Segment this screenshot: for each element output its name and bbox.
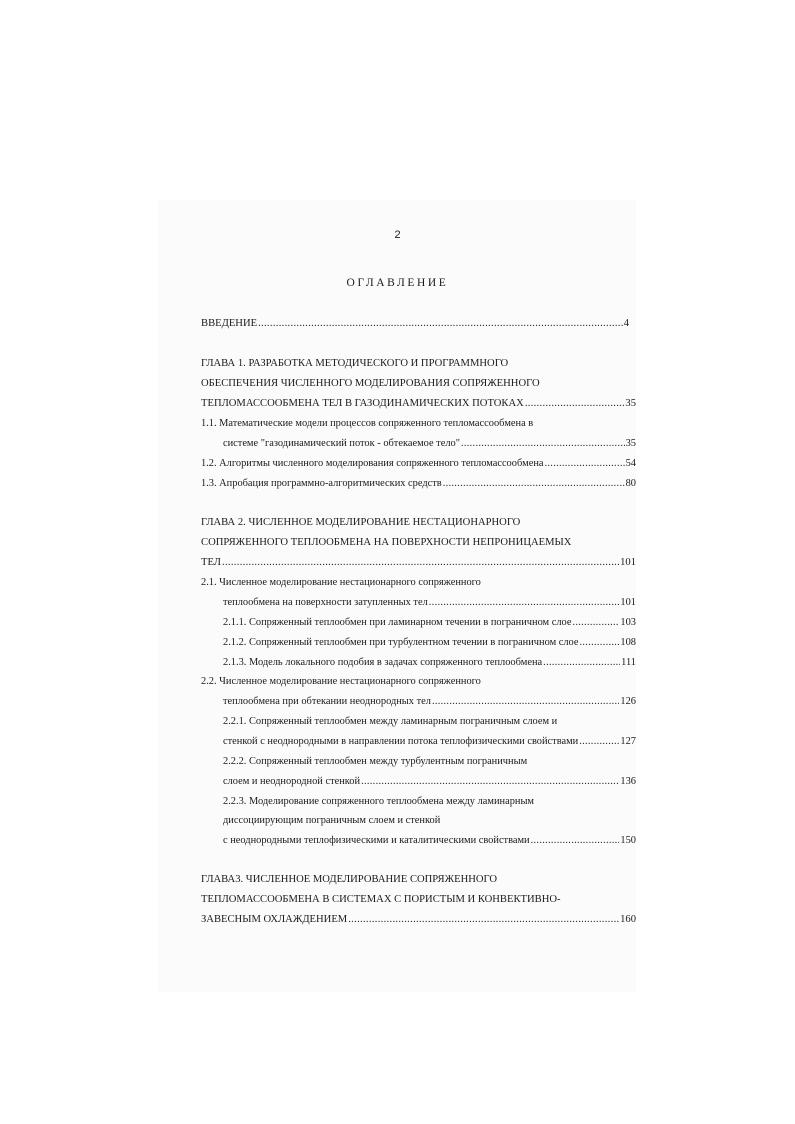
leader-dots xyxy=(580,636,620,650)
leader-dots xyxy=(348,913,619,927)
entry-title: ЗАВЕСНЫМ ОХЛАЖДЕНИЕМ xyxy=(201,914,348,925)
toc-heading: ОГЛАВЛЕНИЕ xyxy=(346,277,449,289)
entry-title: с неоднородными теплофизическими и каталитическими свойствами xyxy=(223,835,530,846)
toc-entry-1-2[interactable] xyxy=(201,457,636,471)
leader-dots xyxy=(258,317,623,331)
entry-title: 2.1.3. Модель локального подобия в задачах сопряженного теплообмена xyxy=(223,657,543,668)
toc-entry-2-2-1[interactable] xyxy=(223,735,636,749)
entry-title: стенкой с неоднородными в направлении потока теплофизическими свойствами xyxy=(223,736,579,747)
section-2-1-line-1: 2.1. Численное моделирование нестационарного сопряженного xyxy=(201,577,481,588)
leader-dots xyxy=(432,695,619,709)
toc-entry-chapter-2[interactable] xyxy=(201,556,636,570)
entry-page: 160 xyxy=(620,914,636,925)
entry-page: 101 xyxy=(620,557,636,568)
chapter-1-title-line-2: ОБЕСПЕЧЕНИЯ ЧИСЛЕННОГО МОДЕЛИРОВАНИЯ СОПРЯЖЕННОГО xyxy=(201,378,540,389)
entry-page: 103 xyxy=(620,617,636,628)
toc-entry-2-2-3[interactable] xyxy=(223,834,636,848)
entry-page: 35 xyxy=(625,398,636,409)
leader-dots xyxy=(461,437,625,451)
section-2-2-2-line-1: 2.2.2. Сопряженный теплообмен между турбулентным пограничным xyxy=(223,756,528,767)
entry-title: теплообмена на поверхности затупленных тел xyxy=(223,597,428,608)
toc-entry-2-2-2[interactable] xyxy=(223,775,636,789)
entry-title: ВВЕДЕНИЕ xyxy=(201,318,258,329)
toc-entry-2-2[interactable] xyxy=(223,695,636,709)
leader-dots xyxy=(222,556,619,570)
entry-page: 101 xyxy=(620,597,636,608)
entry-page: 150 xyxy=(620,835,636,846)
entry-page: 126 xyxy=(620,696,636,707)
leader-dots xyxy=(545,457,625,471)
entry-page: 4 xyxy=(623,318,629,329)
entry-page: 127 xyxy=(620,736,636,747)
page-number: 2 xyxy=(394,229,401,241)
entry-title: ТЕЛ xyxy=(201,557,221,568)
entry-title: 1.3. Апробация программно-алгоритмических средств xyxy=(201,478,442,489)
leader-dots xyxy=(531,834,620,848)
leader-dots xyxy=(429,596,620,610)
entry-page: 136 xyxy=(620,776,636,787)
toc-entry-chapter-1[interactable] xyxy=(201,397,636,411)
entry-page: 54 xyxy=(625,458,636,469)
chapter-3-title-line-1: ГЛАВА3. ЧИСЛЕННОЕ МОДЕЛИРОВАНИЕ СОПРЯЖЕННОГО xyxy=(201,874,498,885)
toc-entry-2-1-2[interactable] xyxy=(223,636,636,650)
leader-dots xyxy=(543,656,620,670)
entry-title: ТЕПЛОМАССООБМЕНА ТЕЛ В ГАЗОДИНАМИЧЕСКИХ ПОТОКАХ xyxy=(201,398,524,409)
toc-entry-1-1[interactable] xyxy=(223,437,636,451)
entry-title: теплообмена при обтекании неоднородных тел xyxy=(223,696,431,707)
section-2-2-3-line-1: 2.2.3. Моделирование сопряженного теплообмена между ламинарным xyxy=(223,796,535,807)
entry-title: 2.1.2. Сопряженный теплообмен при турбулентном течении в пограничном слое xyxy=(223,637,579,648)
leader-dots xyxy=(525,397,625,411)
chapter-1-title-line-1: ГЛАВА 1. РАЗРАБОТКА МЕТОДИЧЕСКОГО И ПРОГРАММНОГО xyxy=(201,358,509,369)
entry-page: 35 xyxy=(625,438,636,449)
entry-title: слоем и неоднородной стенкой xyxy=(223,776,361,787)
section-1-1-line-1: 1.1. Математические модели процессов сопряженного тепломассообмена в xyxy=(201,418,534,429)
toc-entry-chapter-3[interactable] xyxy=(201,913,636,927)
chapter-2-title-line-1: ГЛАВА 2. ЧИСЛЕННОЕ МОДЕЛИРОВАНИЕ НЕСТАЦИОНАРНОГО xyxy=(201,517,521,528)
section-2-2-3-line-2: диссоциирующим пограничным слоем и стенкой xyxy=(223,815,441,826)
toc-entry-intro[interactable] xyxy=(201,317,629,331)
leader-dots xyxy=(579,735,619,749)
leader-dots xyxy=(361,775,619,789)
entry-title: 2.1.1. Сопряженный теплообмен при ламинарном течении в пограничном слое xyxy=(223,617,572,628)
section-2-2-1-line-1: 2.2.1. Сопряженный теплообмен между ламинарным пограничным слоем и xyxy=(223,716,558,727)
entry-page: 111 xyxy=(621,657,636,668)
chapter-2-title-line-2: СОПРЯЖЕННОГО ТЕПЛООБМЕНА НА ПОВЕРХНОСТИ НЕПРОНИЦАЕМЫХ xyxy=(201,537,572,548)
leader-dots xyxy=(572,616,619,630)
toc-entry-2-1-1[interactable] xyxy=(223,616,636,630)
entry-page: 108 xyxy=(620,637,636,648)
toc-entry-2-1-3[interactable] xyxy=(223,656,636,670)
toc-entry-2-1[interactable] xyxy=(223,596,636,610)
leader-dots xyxy=(443,477,625,491)
entry-title: 1.2. Алгоритмы численного моделирования сопряженного тепломассообмена xyxy=(201,458,544,469)
chapter-3-title-line-2: ТЕПЛОМАССООБМЕНА В СИСТЕМАХ С ПОРИСТЫМ И КОНВЕКТИВНО- xyxy=(201,894,561,905)
toc-entry-1-3[interactable] xyxy=(201,477,636,491)
entry-page: 80 xyxy=(625,478,636,489)
entry-title: системе "газодинамический поток - обтекаемое тело" xyxy=(223,438,460,449)
section-2-2-line-1: 2.2. Численное моделирование нестационарного сопряженного xyxy=(201,676,481,687)
